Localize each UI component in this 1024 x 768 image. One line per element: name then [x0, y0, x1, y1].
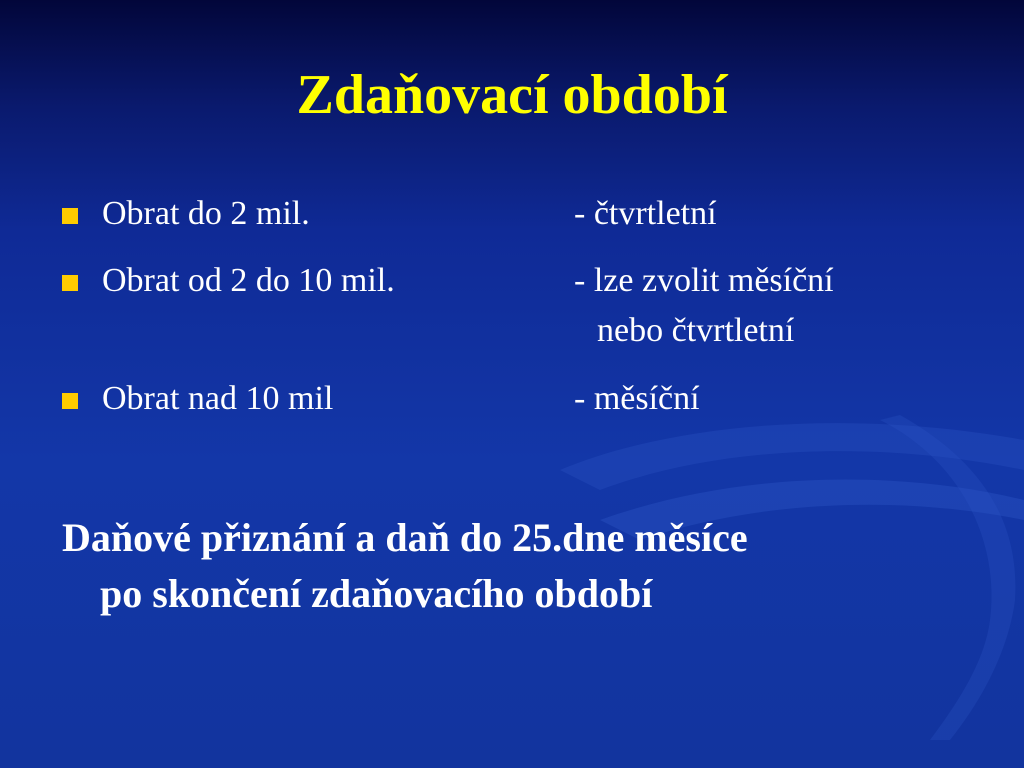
- square-bullet-icon: [62, 208, 78, 224]
- bullet-value: - lze zvolit měsíční: [574, 262, 834, 299]
- bullet-value-continuation: nebo čtvrtletní: [597, 312, 795, 349]
- square-bullet-icon: [62, 393, 78, 409]
- square-bullet-icon: [62, 275, 78, 291]
- bullet-value: - měsíční: [574, 380, 700, 417]
- bullet-value: - čtvrtletní: [574, 195, 717, 232]
- bullet-label: Obrat do 2 mil.: [102, 195, 310, 232]
- summary-text: [62, 510, 748, 622]
- summary-line-2: po skončení zdaňovacího období: [100, 571, 653, 616]
- summary-line-1: Daňové přiznání a daň do 25.dne měsíce: [62, 515, 748, 560]
- bullet-label: Obrat od 2 do 10 mil.: [102, 262, 395, 299]
- bullet-label: Obrat nad 10 mil: [102, 380, 334, 417]
- slide-title: Zdaňovací období: [296, 64, 728, 126]
